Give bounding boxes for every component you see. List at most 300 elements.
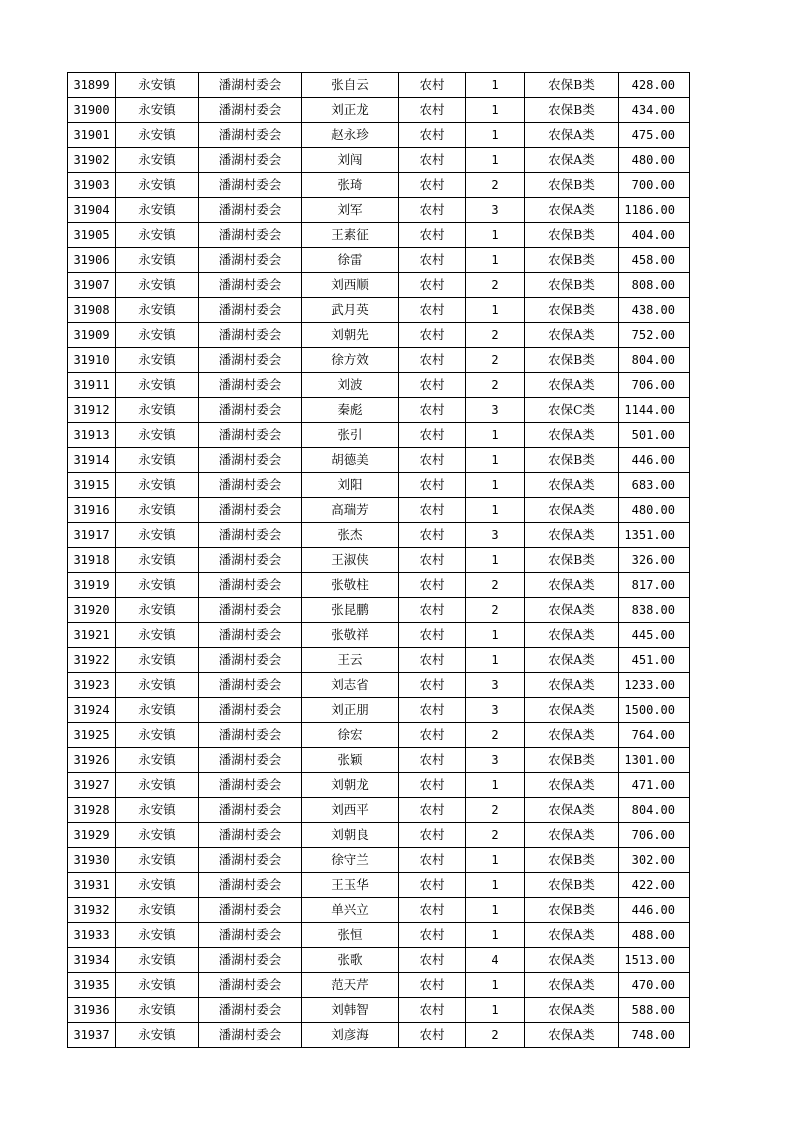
table-row [68,173,690,198]
name-cell: 刘正朋 [302,698,399,723]
amount-cell: 404.00 [619,223,690,248]
people-count-cell: 1 [466,648,525,673]
table-row [68,548,690,573]
record-id-cell: 31925 [68,723,116,748]
village-committee-cell: 潘湖村委会 [199,373,302,398]
amount-cell: 326.00 [619,548,690,573]
town-cell: 永安镇 [116,773,199,798]
area-type-cell: 农村 [399,73,466,98]
village-committee-cell: 潘湖村委会 [199,123,302,148]
record-id-cell: 31900 [68,98,116,123]
name-cell: 王玉华 [302,873,399,898]
data-table [67,72,690,1048]
name-cell: 张杰 [302,523,399,548]
amount-cell: 488.00 [619,923,690,948]
people-count-cell: 4 [466,948,525,973]
amount-cell: 804.00 [619,348,690,373]
area-type-cell: 农村 [399,1023,466,1048]
insurance-category-cell: 农保B类 [525,873,619,898]
table-row [68,248,690,273]
people-count-cell: 3 [466,673,525,698]
amount-cell: 480.00 [619,148,690,173]
name-cell: 赵永珍 [302,123,399,148]
insurance-category-cell: 农保A类 [525,773,619,798]
record-id-cell: 31932 [68,898,116,923]
village-committee-cell: 潘湖村委会 [199,423,302,448]
insurance-category-cell: 农保B类 [525,98,619,123]
area-type-cell: 农村 [399,548,466,573]
record-id-cell: 31937 [68,1023,116,1048]
amount-cell: 445.00 [619,623,690,648]
record-id-cell: 31904 [68,198,116,223]
area-type-cell: 农村 [399,848,466,873]
amount-cell: 501.00 [619,423,690,448]
record-id-cell: 31914 [68,448,116,473]
town-cell: 永安镇 [116,523,199,548]
amount-cell: 438.00 [619,298,690,323]
town-cell: 永安镇 [116,923,199,948]
town-cell: 永安镇 [116,573,199,598]
people-count-cell: 1 [466,148,525,173]
area-type-cell: 农村 [399,173,466,198]
village-committee-cell: 潘湖村委会 [199,673,302,698]
name-cell: 王云 [302,648,399,673]
area-type-cell: 农村 [399,573,466,598]
village-committee-cell: 潘湖村委会 [199,198,302,223]
record-id-cell: 31909 [68,323,116,348]
area-type-cell: 农村 [399,473,466,498]
area-type-cell: 农村 [399,98,466,123]
name-cell: 刘西顺 [302,273,399,298]
people-count-cell: 3 [466,198,525,223]
amount-cell: 748.00 [619,1023,690,1048]
village-committee-cell: 潘湖村委会 [199,148,302,173]
town-cell: 永安镇 [116,673,199,698]
village-committee-cell: 潘湖村委会 [199,798,302,823]
table-row [68,848,690,873]
area-type-cell: 农村 [399,248,466,273]
people-count-cell: 3 [466,523,525,548]
amount-cell: 1301.00 [619,748,690,773]
town-cell: 永安镇 [116,348,199,373]
village-committee-cell: 潘湖村委会 [199,998,302,1023]
village-committee-cell: 潘湖村委会 [199,698,302,723]
people-count-cell: 1 [466,898,525,923]
area-type-cell: 农村 [399,598,466,623]
people-count-cell: 1 [466,998,525,1023]
name-cell: 刘韩智 [302,998,399,1023]
town-cell: 永安镇 [116,198,199,223]
table-row [68,798,690,823]
people-count-cell: 2 [466,348,525,373]
name-cell: 徐守兰 [302,848,399,873]
area-type-cell: 农村 [399,873,466,898]
name-cell: 王淑侠 [302,548,399,573]
name-cell: 秦彪 [302,398,399,423]
table-row [68,598,690,623]
name-cell: 徐宏 [302,723,399,748]
people-count-cell: 1 [466,73,525,98]
people-count-cell: 2 [466,173,525,198]
insurance-category-cell: 农保A类 [525,373,619,398]
village-committee-cell: 潘湖村委会 [199,348,302,373]
table-row [68,398,690,423]
insurance-category-cell: 农保B类 [525,173,619,198]
table-row [68,423,690,448]
insurance-category-cell: 农保A类 [525,948,619,973]
area-type-cell: 农村 [399,148,466,173]
insurance-category-cell: 农保A类 [525,198,619,223]
people-count-cell: 2 [466,373,525,398]
table-row [68,198,690,223]
amount-cell: 764.00 [619,723,690,748]
name-cell: 徐方效 [302,348,399,373]
people-count-cell: 1 [466,473,525,498]
table-row [68,698,690,723]
record-id-cell: 31921 [68,623,116,648]
people-count-cell: 2 [466,273,525,298]
table-row [68,523,690,548]
name-cell: 刘朝良 [302,823,399,848]
table-body [68,73,690,1048]
table-row [68,648,690,673]
name-cell: 刘闯 [302,148,399,173]
town-cell: 永安镇 [116,648,199,673]
amount-cell: 706.00 [619,373,690,398]
town-cell: 永安镇 [116,398,199,423]
people-count-cell: 2 [466,598,525,623]
people-count-cell: 1 [466,873,525,898]
insurance-category-cell: 农保A类 [525,1023,619,1048]
village-committee-cell: 潘湖村委会 [199,523,302,548]
record-id-cell: 31926 [68,748,116,773]
village-committee-cell: 潘湖村委会 [199,298,302,323]
town-cell: 永安镇 [116,798,199,823]
insurance-category-cell: 农保A类 [525,423,619,448]
village-committee-cell: 潘湖村委会 [199,898,302,923]
insurance-category-cell: 农保A类 [525,973,619,998]
table-row [68,373,690,398]
town-cell: 永安镇 [116,173,199,198]
village-committee-cell: 潘湖村委会 [199,473,302,498]
record-id-cell: 31930 [68,848,116,873]
insurance-category-cell: 农保B类 [525,898,619,923]
record-id-cell: 31913 [68,423,116,448]
amount-cell: 804.00 [619,798,690,823]
table-row [68,723,690,748]
name-cell: 张歌 [302,948,399,973]
people-count-cell: 1 [466,548,525,573]
village-committee-cell: 潘湖村委会 [199,573,302,598]
record-id-cell: 31923 [68,673,116,698]
insurance-category-cell: 农保B类 [525,348,619,373]
table-row [68,898,690,923]
record-id-cell: 31936 [68,998,116,1023]
table-row [68,823,690,848]
village-committee-cell: 潘湖村委会 [199,623,302,648]
record-id-cell: 31905 [68,223,116,248]
town-cell: 永安镇 [116,223,199,248]
table-row [68,673,690,698]
record-id-cell: 31915 [68,473,116,498]
amount-cell: 817.00 [619,573,690,598]
town-cell: 永安镇 [116,973,199,998]
village-committee-cell: 潘湖村委会 [199,823,302,848]
record-id-cell: 31902 [68,148,116,173]
record-id-cell: 31931 [68,873,116,898]
name-cell: 张恒 [302,923,399,948]
area-type-cell: 农村 [399,648,466,673]
insurance-category-cell: 农保A类 [525,923,619,948]
village-committee-cell: 潘湖村委会 [199,648,302,673]
village-committee-cell: 潘湖村委会 [199,923,302,948]
table-row [68,298,690,323]
town-cell: 永安镇 [116,873,199,898]
insurance-category-cell: 农保C类 [525,398,619,423]
table-row [68,348,690,373]
area-type-cell: 农村 [399,998,466,1023]
town-cell: 永安镇 [116,98,199,123]
village-committee-cell: 潘湖村委会 [199,173,302,198]
village-committee-cell: 潘湖村委会 [199,98,302,123]
name-cell: 刘军 [302,198,399,223]
insurance-category-cell: 农保A类 [525,123,619,148]
record-id-cell: 31916 [68,498,116,523]
amount-cell: 1144.00 [619,398,690,423]
town-cell: 永安镇 [116,273,199,298]
village-committee-cell: 潘湖村委会 [199,73,302,98]
amount-cell: 451.00 [619,648,690,673]
insurance-category-cell: 农保A类 [525,523,619,548]
area-type-cell: 农村 [399,398,466,423]
insurance-category-cell: 农保A类 [525,623,619,648]
name-cell: 张敬柱 [302,573,399,598]
amount-cell: 588.00 [619,998,690,1023]
name-cell: 胡德美 [302,448,399,473]
insurance-category-cell: 农保B类 [525,548,619,573]
name-cell: 刘正龙 [302,98,399,123]
record-id-cell: 31924 [68,698,116,723]
amount-cell: 1500.00 [619,698,690,723]
town-cell: 永安镇 [116,498,199,523]
record-id-cell: 31906 [68,248,116,273]
table-row [68,873,690,898]
amount-cell: 1186.00 [619,198,690,223]
name-cell: 刘彦海 [302,1023,399,1048]
village-committee-cell: 潘湖村委会 [199,873,302,898]
record-id-cell: 31903 [68,173,116,198]
table-row [68,98,690,123]
area-type-cell: 农村 [399,898,466,923]
name-cell: 刘朝龙 [302,773,399,798]
village-committee-cell: 潘湖村委会 [199,748,302,773]
area-type-cell: 农村 [399,698,466,723]
record-id-cell: 31911 [68,373,116,398]
town-cell: 永安镇 [116,1023,199,1048]
record-id-cell: 31928 [68,798,116,823]
town-cell: 永安镇 [116,848,199,873]
area-type-cell: 农村 [399,798,466,823]
record-id-cell: 31927 [68,773,116,798]
amount-cell: 446.00 [619,448,690,473]
amount-cell: 683.00 [619,473,690,498]
village-committee-cell: 潘湖村委会 [199,223,302,248]
area-type-cell: 农村 [399,223,466,248]
amount-cell: 434.00 [619,98,690,123]
people-count-cell: 1 [466,423,525,448]
table-row [68,73,690,98]
table-row [68,448,690,473]
amount-cell: 808.00 [619,273,690,298]
amount-cell: 1351.00 [619,523,690,548]
amount-cell: 706.00 [619,823,690,848]
people-count-cell: 1 [466,248,525,273]
people-count-cell: 2 [466,798,525,823]
village-committee-cell: 潘湖村委会 [199,723,302,748]
area-type-cell: 农村 [399,748,466,773]
table-row [68,273,690,298]
amount-cell: 700.00 [619,173,690,198]
amount-cell: 752.00 [619,323,690,348]
insurance-category-cell: 农保A类 [525,798,619,823]
insurance-category-cell: 农保A类 [525,723,619,748]
name-cell: 高瑞芳 [302,498,399,523]
town-cell: 永安镇 [116,698,199,723]
record-id-cell: 31899 [68,73,116,98]
amount-cell: 470.00 [619,973,690,998]
insurance-category-cell: 农保B类 [525,73,619,98]
area-type-cell: 农村 [399,498,466,523]
village-committee-cell: 潘湖村委会 [199,448,302,473]
record-id-cell: 31922 [68,648,116,673]
table-row [68,623,690,648]
area-type-cell: 农村 [399,123,466,148]
area-type-cell: 农村 [399,373,466,398]
people-count-cell: 1 [466,223,525,248]
town-cell: 永安镇 [116,748,199,773]
people-count-cell: 1 [466,298,525,323]
people-count-cell: 1 [466,773,525,798]
village-committee-cell: 潘湖村委会 [199,848,302,873]
area-type-cell: 农村 [399,923,466,948]
insurance-category-cell: 农保B类 [525,298,619,323]
town-cell: 永安镇 [116,248,199,273]
record-id-cell: 31910 [68,348,116,373]
people-count-cell: 1 [466,623,525,648]
insurance-category-cell: 农保B类 [525,223,619,248]
insurance-category-cell: 农保A类 [525,573,619,598]
record-id-cell: 31908 [68,298,116,323]
town-cell: 永安镇 [116,948,199,973]
table-row [68,923,690,948]
insurance-category-cell: 农保A类 [525,598,619,623]
area-type-cell: 农村 [399,823,466,848]
village-committee-cell: 潘湖村委会 [199,323,302,348]
table-row [68,148,690,173]
record-id-cell: 31918 [68,548,116,573]
area-type-cell: 农村 [399,973,466,998]
name-cell: 单兴立 [302,898,399,923]
record-id-cell: 31919 [68,573,116,598]
record-id-cell: 31933 [68,923,116,948]
name-cell: 刘志省 [302,673,399,698]
amount-cell: 838.00 [619,598,690,623]
people-count-cell: 1 [466,98,525,123]
record-id-cell: 31917 [68,523,116,548]
insurance-category-cell: 农保A类 [525,498,619,523]
amount-cell: 428.00 [619,73,690,98]
amount-cell: 480.00 [619,498,690,523]
insurance-category-cell: 农保A类 [525,323,619,348]
people-count-cell: 1 [466,498,525,523]
area-type-cell: 农村 [399,298,466,323]
name-cell: 张琦 [302,173,399,198]
table-row [68,773,690,798]
area-type-cell: 农村 [399,523,466,548]
people-count-cell: 1 [466,448,525,473]
people-count-cell: 2 [466,573,525,598]
town-cell: 永安镇 [116,548,199,573]
amount-cell: 1233.00 [619,673,690,698]
amount-cell: 1513.00 [619,948,690,973]
amount-cell: 302.00 [619,848,690,873]
town-cell: 永安镇 [116,123,199,148]
town-cell: 永安镇 [116,73,199,98]
insurance-category-cell: 农保A类 [525,698,619,723]
village-committee-cell: 潘湖村委会 [199,273,302,298]
amount-cell: 458.00 [619,248,690,273]
town-cell: 永安镇 [116,723,199,748]
town-cell: 永安镇 [116,448,199,473]
town-cell: 永安镇 [116,598,199,623]
name-cell: 张自云 [302,73,399,98]
town-cell: 永安镇 [116,623,199,648]
insurance-category-cell: 农保B类 [525,748,619,773]
town-cell: 永安镇 [116,998,199,1023]
record-id-cell: 31907 [68,273,116,298]
insurance-category-cell: 农保B类 [525,248,619,273]
insurance-category-cell: 农保A类 [525,823,619,848]
name-cell: 张敬祥 [302,623,399,648]
table-row [68,498,690,523]
record-id-cell: 31935 [68,973,116,998]
area-type-cell: 农村 [399,348,466,373]
table-row [68,973,690,998]
people-count-cell: 2 [466,723,525,748]
people-count-cell: 1 [466,973,525,998]
area-type-cell: 农村 [399,673,466,698]
village-committee-cell: 潘湖村委会 [199,773,302,798]
insurance-category-cell: 农保A类 [525,673,619,698]
people-count-cell: 1 [466,923,525,948]
area-type-cell: 农村 [399,198,466,223]
insurance-category-cell: 农保B类 [525,448,619,473]
town-cell: 永安镇 [116,898,199,923]
insurance-category-cell: 农保B类 [525,273,619,298]
village-committee-cell: 潘湖村委会 [199,1023,302,1048]
table-row [68,573,690,598]
insurance-category-cell: 农保A类 [525,998,619,1023]
table-row [68,998,690,1023]
town-cell: 永安镇 [116,323,199,348]
table-row [68,223,690,248]
town-cell: 永安镇 [116,473,199,498]
village-committee-cell: 潘湖村委会 [199,498,302,523]
town-cell: 永安镇 [116,423,199,448]
table-row [68,473,690,498]
table-row [68,948,690,973]
people-count-cell: 2 [466,823,525,848]
